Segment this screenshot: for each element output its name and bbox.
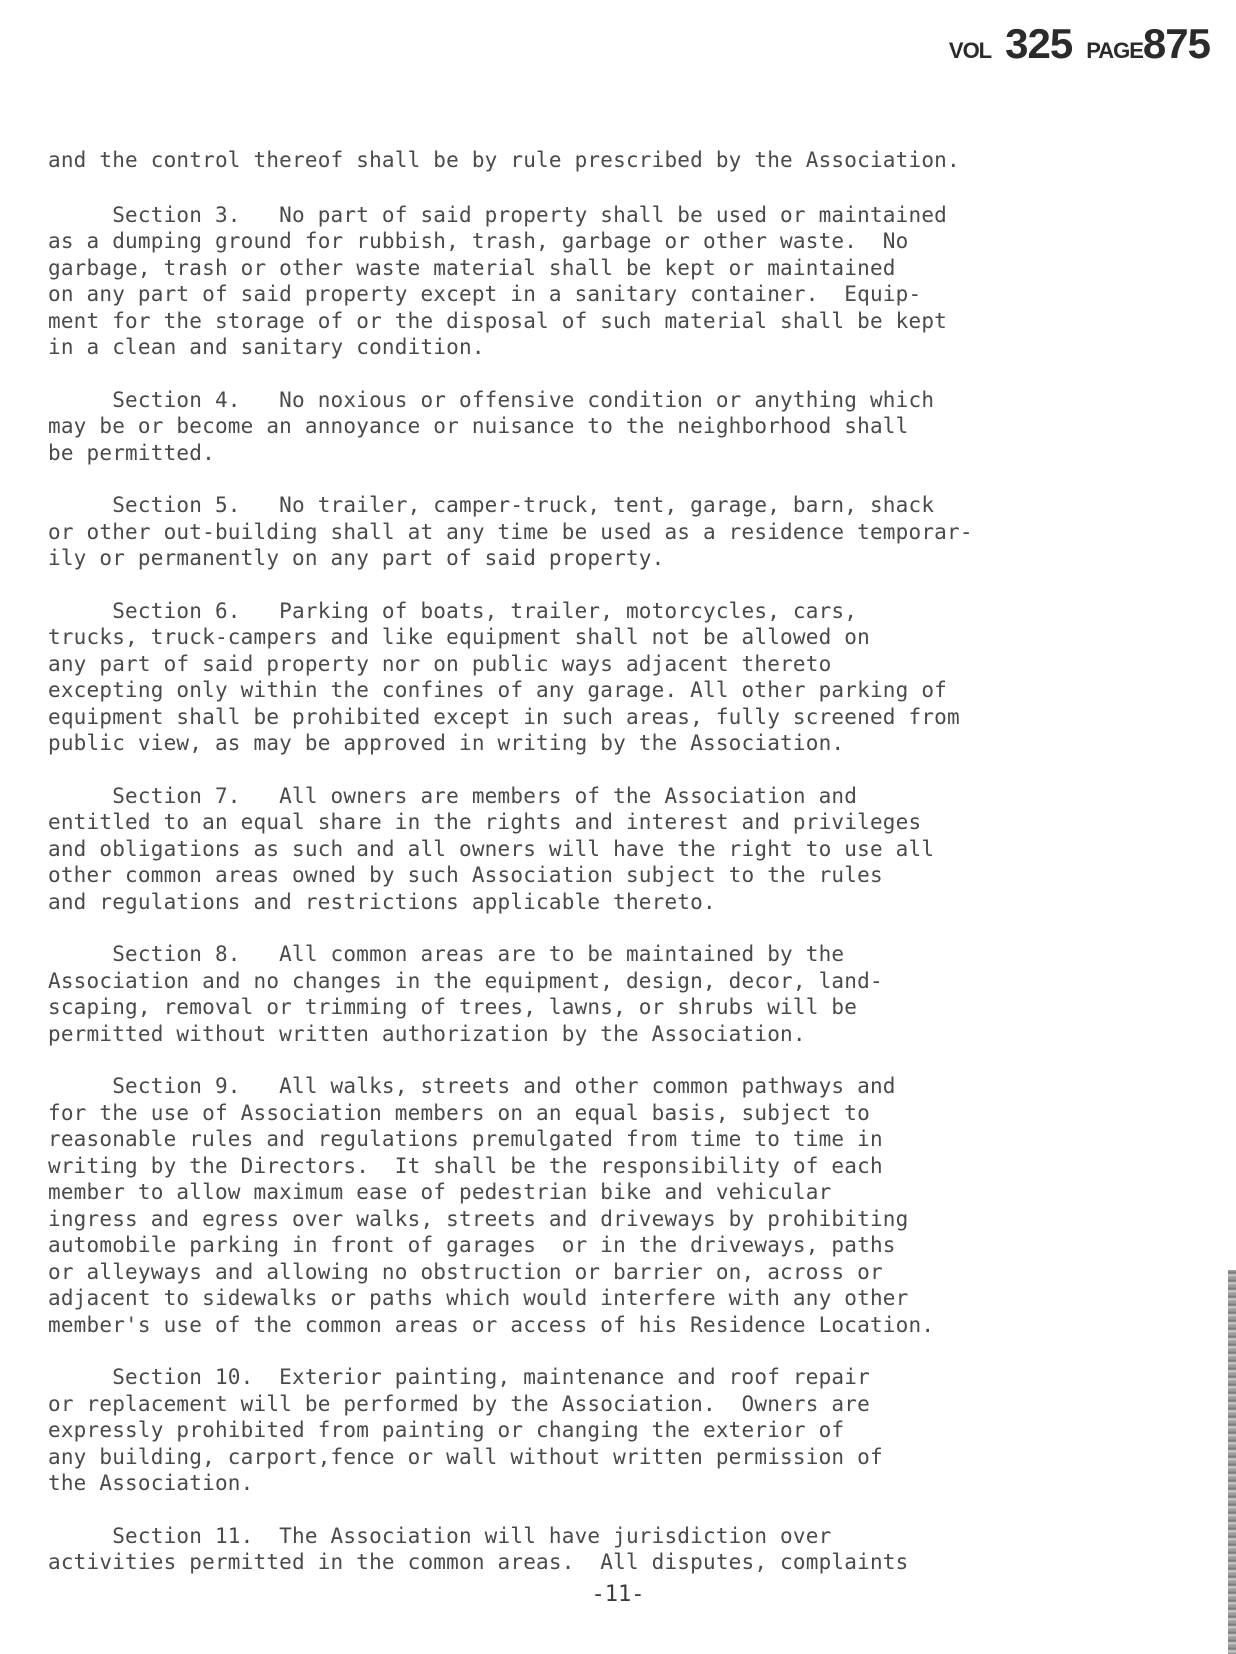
scan-edge-artifact (1228, 1270, 1236, 1654)
text-line: and obligations as such and all owners will have the right to use all (48, 836, 935, 861)
text-line: reasonable rules and regulations premulgated from time to time in (48, 1127, 883, 1151)
vol-number: 325 (1005, 20, 1073, 67)
text-line: Section 7. All owners are members of the Association and (48, 783, 858, 808)
text-line: adjacent to sidewalks or paths which would interfere with any other (48, 1286, 909, 1310)
section-paragraph (48, 202, 1188, 361)
text-line: Section 6. Parking of boats, trailer, motorcycles, cars, (48, 598, 858, 623)
text-line: Section 3. No part of said property shall be used or maintained (48, 202, 948, 227)
page-number: -11- (591, 1582, 645, 1607)
text-line: or other out-building shall at any time be used as a residence temporar- (48, 519, 973, 544)
volume-page-stamp (949, 20, 1210, 68)
text-line: any building, carport,fence or wall without written permission of (48, 1444, 883, 1469)
text-line: Section 10. Exterior painting, maintenance and roof repair (48, 1365, 870, 1389)
stamp-page-number: 875 (1142, 20, 1210, 67)
section-paragraph (48, 1523, 1188, 1576)
text-line: expressly prohibited from painting or changing the exterior of (48, 1418, 845, 1442)
text-line: excepting only within the confines of any garage. All other parking of (48, 678, 948, 702)
text-line: for the use of Association members on an equal basis, subject to (48, 1100, 870, 1125)
section-paragraph (48, 941, 1188, 1047)
text-line: or alleyways and allowing no obstruction or barrier on, across or (48, 1259, 883, 1284)
section-paragraph (48, 1364, 1188, 1497)
text-line: entitled to an equal share in the rights and interest and privileges (48, 810, 922, 834)
text-line: other common areas owned by such Association subject to the rules (48, 863, 883, 887)
text-line: Section 4. No noxious or offensive condition or anything which (48, 387, 935, 412)
text-line: Section 9. All walks, streets and other common pathways and (48, 1074, 896, 1098)
text-line: and regulations and restrictions applicable thereto. (48, 889, 716, 914)
text-line: Association and no changes in the equipment, design, decor, land- (48, 968, 883, 993)
text-line: writing by the Directors. It shall be the responsibility of each (48, 1153, 883, 1178)
text-line: be permitted. (48, 440, 215, 465)
text-line: garbage, trash or other waste material shall be kept or maintained (48, 255, 896, 280)
text-line: in a clean and sanitary condition. (48, 335, 485, 359)
section-paragraph (48, 598, 1188, 757)
text-line: the Association. (48, 1471, 254, 1495)
text-line: Section 11. The Association will have jurisdiction over (48, 1523, 832, 1548)
section-paragraph (48, 1073, 1188, 1338)
text-line: ment for the storage of or the disposal of such material shall be kept (48, 308, 948, 333)
section-paragraph (48, 387, 1188, 467)
text-line: may be or become an annoyance or nuisance to the neighborhood shall (48, 414, 909, 438)
page-label: PAGE (1086, 38, 1143, 63)
vol-label: VOL (948, 38, 992, 63)
text-line: public view, as may be approved in writing by the Association. (48, 731, 845, 755)
text-line: ily or permanently on any part of said property. (48, 546, 665, 570)
text-line: automobile parking in front of garages or in the driveways, paths (48, 1233, 896, 1257)
text-line: any part of said property nor on public ways adjacent thereto (48, 651, 832, 676)
text-line: ingress and egress over walks, streets and driveways by prohibiting (48, 1206, 909, 1231)
text-line: scaping, removal or trimming of trees, lawns, or shrubs will be (48, 995, 858, 1019)
text-line: equipment shall be prohibited except in such areas, fully screened from (48, 704, 960, 729)
text-line: permitted without written authorization by the Association. (48, 1021, 806, 1046)
section-paragraph (48, 492, 1188, 572)
document-body (48, 147, 1188, 1602)
text-line: activities permitted in the common areas. All disputes, complaints (48, 1550, 909, 1574)
text-line: Section 5. No trailer, camper-truck, tent, garage, barn, shack (48, 493, 935, 517)
text-line: trucks, truck-campers and like equipment shall not be allowed on (48, 625, 870, 649)
text-line: on any part of said property except in a sanitary container. Equip- (48, 282, 922, 306)
text-line: member to allow maximum ease of pedestrian bike and vehicular (48, 1180, 832, 1204)
text-line: as a dumping ground for rubbish, trash, garbage or other waste. No (48, 229, 909, 253)
paragraph-continuation (48, 147, 1188, 174)
text-line: member's use of the common areas or access of his Residence Location. (48, 1312, 935, 1337)
section-paragraph (48, 783, 1188, 916)
text-line: Section 8. All common areas are to be maintained by the (48, 942, 845, 966)
text-line: or replacement will be performed by the Association. Owners are (48, 1391, 870, 1416)
text-line: and the control thereof shall be by rule prescribed by the Association. (48, 148, 960, 172)
